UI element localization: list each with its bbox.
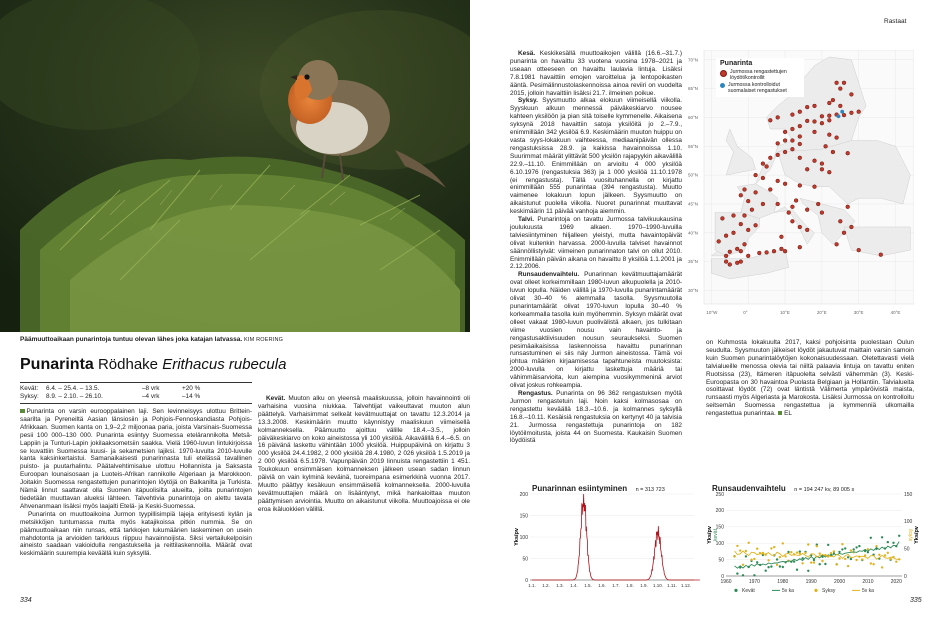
recovery-point <box>846 205 850 209</box>
spring-point <box>858 545 860 547</box>
y-tick-right: 50 <box>904 546 910 553</box>
recovery-point <box>842 113 846 117</box>
recovery-point <box>857 110 861 114</box>
recovery-point <box>813 185 817 189</box>
paragraph-summer: Kesä. Keskikesällä muuttoaikojen välillä (16.6.–31.7.) punarinta on havaittu 33 vuotena vuosina 1978–2021 ja useaan otteeseen on havaittu laulavia lintuja. Lisäksi 7.8.1981 havaittiin emojen varoittelua ja lentopoikasten ääntä. Pesimälinnustolaskennoissa ainoa reviiri on vuodelta 2015, jolloin havaittiin lisäksi 21.7. ilmeinen poikue. <box>510 50 682 97</box>
autumn-point <box>813 561 815 563</box>
legend-item-recoveries: Jurmossa rengastettujen löydöt/kontrollit <box>720 69 800 81</box>
paragraph-ringing: Rengastus. Punarinta on 96 362 rengastuksen myötä Jurmon rengastetuin laji. Noin kaksi kolmasosaa on rengastettu keväällä 18.3.–10.6. ja kolmannes syksyllä 16.8.–10.11. Kesäisiä rengastuksia on kertynyt 40 ja talvisia 21. Jurmossa rengastettuja punarintoja on 182 löytöilmoitusta, joista 44 on Suomesta. Kaukaisin Suomen löydöistä <box>510 389 682 445</box>
autumn-point <box>870 562 872 564</box>
recovery-point <box>827 133 831 137</box>
species-title <box>20 356 460 373</box>
autumn-point <box>756 548 758 550</box>
paragraph-winter: Talvi. Punarintoja on tavattu Jurmossa talvikuukausina joulukuusta 1969 alkaen. 1970–1990-luvuilla talviesiintyminen hiljalleen yleistyi, mutta havaintopäivät olivat kuitenkin harvassa. 2000-luvulla talviset havainnot säännöllistyivät: viimeinen punarinnaton talvi on ollut 2010. Enimmillään päivän aikana on havaittu 8 yksilöä 1.1.2001 ja 2.12.2006. <box>510 216 682 271</box>
spring-point <box>765 570 767 572</box>
spring-point <box>898 535 900 537</box>
spring-point <box>870 537 872 539</box>
recovery-point <box>761 162 765 166</box>
y-tick-right: 0 <box>904 573 907 580</box>
x-tick-label: 1970 <box>748 579 760 585</box>
recovery-point <box>798 124 802 128</box>
recovery-point <box>776 179 780 183</box>
spring-point <box>776 558 778 560</box>
lat-label: 40°N <box>688 230 699 236</box>
map-legend <box>716 58 804 97</box>
dates: 6.4. – 25.4. – 13.5. <box>46 385 100 392</box>
recovery-point <box>835 242 839 246</box>
legend-label: Syksy <box>822 588 836 594</box>
recovery-point <box>805 105 809 109</box>
spring-point <box>847 556 849 558</box>
autumn-point <box>855 559 857 561</box>
recovery-point <box>746 254 750 258</box>
recovery-point <box>813 130 817 134</box>
recovery-point <box>761 202 765 206</box>
photo-caption <box>20 336 460 344</box>
recovery-point <box>838 104 842 108</box>
recovery-point <box>728 263 732 267</box>
x-tick-label: 1.12. <box>680 583 692 588</box>
recovery-point <box>728 250 732 254</box>
map-title: Punarinta <box>720 60 753 67</box>
text-column-2 <box>258 395 470 514</box>
spring-point <box>742 574 744 576</box>
x-tick-label: 1.10. <box>652 583 664 588</box>
lon-label: 20°E <box>816 310 827 315</box>
y-axis-label-left: Yks/pv <box>707 526 713 544</box>
y-axis-label-autumn: syksy <box>908 528 914 542</box>
spring-point <box>887 541 889 543</box>
recovery-point <box>820 211 824 215</box>
recovery-point <box>776 202 780 206</box>
x-tick-label: 1980 <box>777 579 789 585</box>
chart-n: n = 313 723 <box>635 487 665 493</box>
recovery-point <box>827 101 831 105</box>
recovery-point <box>765 251 769 255</box>
spring-point <box>850 558 852 560</box>
recovery-point <box>768 118 772 122</box>
y-tick-label: 100 <box>519 534 528 541</box>
recovery-point <box>805 119 809 123</box>
trend: –8 vrk <box>142 385 160 392</box>
recovery-point <box>783 150 787 154</box>
lat-label: 45°N <box>688 201 699 207</box>
season: Syksy: <box>20 393 39 400</box>
spring-point <box>892 542 894 544</box>
autumn-point <box>833 550 835 552</box>
y-tick-label: 50 <box>522 556 528 563</box>
x-tick-label: 1960 <box>720 579 732 585</box>
section-marker-icon <box>20 409 25 414</box>
page-number-left: 334 <box>20 597 32 604</box>
autumn-point <box>841 543 843 545</box>
autumn-point <box>838 557 840 559</box>
recovery-point <box>776 142 780 146</box>
x-tick-label: 1.1. <box>528 583 536 588</box>
recovery-point <box>850 225 854 229</box>
autumn-point <box>790 551 792 553</box>
spring-point <box>819 563 821 565</box>
autumn-point <box>753 558 755 560</box>
recovery-point <box>768 156 772 160</box>
recovery-point <box>827 118 831 122</box>
lon-label: 10°E <box>780 310 790 315</box>
autumn-point <box>878 554 880 556</box>
migration-table <box>20 385 252 401</box>
x-tick-label: 1.5. <box>584 583 592 588</box>
recovery-point <box>721 217 725 221</box>
recovery-point <box>835 81 839 85</box>
x-tick-label: 2010 <box>862 579 874 585</box>
recovery-point <box>754 173 758 177</box>
author-signature: EL <box>784 410 792 418</box>
recovery-point <box>798 245 802 249</box>
spring-point <box>841 548 843 550</box>
paragraph-continued: on Kuhmosta lokakuulta 2017, kaksi pohjoisinta puolestaan Oulun seudulta. Syysmuuton jälkeiset löydöt jakautuvat maittain varsin samoin kuin Suomen punarintalöytöjen kokonaisuudessaan. Oletettavasti vielä talvialueille menossa olevia tai niiltä palaavia lintuja on tavattu eniten Ruotsissa (23), Itämeren itäpuolelta selvästi vähemmän (3). Keski-Euroopasta on 30 havaintoa Puolasta Belgiaan ja Hollantiin. Talvialueita osoittavat löydöt (72) ovat läntistä Välimerta ympäröivistä maista, runsaasti myös Algeriasta ja Marokosta. Lisäksi Jurmossa on kontrolloitu seitsemän Suomessa rengastettua ja kymmenniä ulkomailla rengastettua punarintaa. EL <box>706 339 914 418</box>
autumn-point <box>784 555 786 557</box>
recovery-point <box>735 247 739 251</box>
recovery-point <box>838 87 842 91</box>
recovery-point <box>842 81 846 85</box>
control-point <box>837 114 841 118</box>
recovery-point <box>754 223 758 227</box>
migration-row-spring <box>20 385 252 393</box>
autumn-point <box>861 558 863 560</box>
autumn-point <box>750 559 752 561</box>
page-number-right: 335 <box>910 597 922 604</box>
spring-point <box>753 574 755 576</box>
recovery-point <box>798 142 802 146</box>
autumn-point <box>810 561 812 563</box>
y-axis-label-spring: kevät <box>713 529 719 541</box>
recovery-point <box>791 205 795 209</box>
recovery-point <box>724 260 728 264</box>
recovery-point <box>798 184 802 188</box>
chart-title: Runsaudenvaihtelu <box>712 484 786 493</box>
autumn-point <box>770 547 772 549</box>
recovery-point <box>783 130 787 134</box>
chart-n: n = 194 247 kv, 89 005 s <box>794 487 855 493</box>
y-tick-left: 100 <box>715 541 724 547</box>
recovery-point <box>783 139 787 143</box>
recovery-point <box>813 120 817 124</box>
x-tick-label: 2000 <box>833 579 846 585</box>
autumn-point <box>733 555 735 557</box>
legend-item-controls: Jurmossa kontrolloidut suomalaiset rengastukset <box>720 82 800 94</box>
x-tick-label: 1.8. <box>626 583 634 588</box>
recovery-point <box>850 111 854 115</box>
y-tick-right: 100 <box>904 519 913 526</box>
lat-label: 50°N <box>688 172 699 178</box>
spring-point <box>881 536 883 538</box>
autumn-point <box>745 550 747 552</box>
abundance-chart <box>706 476 920 598</box>
recovery-point <box>835 136 839 140</box>
autumn-point <box>816 545 818 547</box>
x-tick-label: 1.2. <box>542 583 550 588</box>
autumn-point <box>850 549 852 551</box>
autumn-point <box>782 542 784 544</box>
recovery-point <box>743 214 747 218</box>
autumn-point <box>884 554 886 556</box>
spring-point <box>745 555 747 557</box>
recovery-point <box>827 170 831 174</box>
recovery-point <box>791 113 795 117</box>
recovery-point <box>776 153 780 157</box>
recovery-point <box>735 261 739 265</box>
recovery-point <box>879 253 883 257</box>
y-tick-left: 200 <box>715 508 724 515</box>
title-rule <box>20 382 252 383</box>
migration-row-autumn <box>20 393 252 401</box>
recovery-point <box>820 167 824 171</box>
recovery-point <box>754 191 758 195</box>
title-scientific: Erithacus rubecula <box>162 356 287 373</box>
recovery-point <box>791 127 795 131</box>
recovery-point <box>816 202 820 206</box>
recovery-point <box>791 219 795 223</box>
running-head: Rastaat <box>884 18 907 25</box>
trend: –4 vrk <box>142 393 160 400</box>
autumn-point <box>819 552 821 554</box>
x-tick-label: 1.11. <box>667 583 677 588</box>
spring-point <box>796 569 798 571</box>
recovery-point <box>724 234 728 238</box>
paragraph: Punarinta on varsin eurooppalainen laji. Sen levinneisyys ulottuu Britteinsaarilta ja Pyreneiltä Aasian länsiosiin ja Pohjois-Fennoskandiasta Pohjois-Afrikkaan. Suomen kanta on 1,9–2,2 miljoonaa paria, joista Varsinais-Suomessa pesii 100 000–130 000. Punarinta esiintyy Suomessa etelärannikolta Metsä-Lappiin ja Tunturi-Lapin jokilaaksometsiin saakka. Vielä 1960-luvun lintukirjoissa se kuvattiin Suomessa kuusi- ja sekametsien lajiksi. 1970-luvulta 2010-luvulle kanta kaksinkertaistui. Samanaikaisesti punarinnasta tuli etelässä tavallinen puisto- ja puutarhalintu. Päätalvehtimisalue ulottuu Hollannista ja Saksasta Euroopan lounaisosaan ja Luoteis-Afrikan rannikolle Algeriaan ja Marokkoon. Joitakin Suomessa rengastettujen punarintojen löytöjä on Balkanilta ja Turkista. Nämä linnut saattavat olla Suomen itäpuolisilta alueilta, joilta punarintojen tiedetään muuttavan alueksi lähteen. Talvehtivia punarintoja on alettu tavata Ahvenanmaan lisäksi myös laajalti Etelä- ja Keski-Suomessa. <box>20 408 252 510</box>
text-column-4 <box>706 339 914 418</box>
recovery-point <box>831 150 835 154</box>
recovery-point <box>724 254 728 258</box>
x-tick-label: 1.7. <box>612 583 620 588</box>
recovery-point <box>805 167 809 171</box>
recovery-point <box>776 116 780 120</box>
recovery-point <box>798 110 802 114</box>
photo-credit: KIM ROERING <box>243 337 284 343</box>
spring-point <box>736 572 738 574</box>
recovery-point <box>827 114 831 118</box>
y-tick-left: 250 <box>715 491 724 498</box>
spring-point <box>779 565 781 567</box>
recovery-point <box>791 147 795 151</box>
y-tick-right: 150 <box>904 491 913 498</box>
caption-text: Päämuuttoaikaan punarintoja tuntuu olevan lähes joka katajan latvassa. <box>20 336 243 343</box>
autumn-point <box>773 546 775 548</box>
recovery-point <box>787 211 791 215</box>
lon-label: 10°W <box>706 310 718 315</box>
recovery-point <box>717 240 721 244</box>
spring-point <box>853 548 855 550</box>
autumn-point <box>821 560 823 562</box>
legend-label: 5v ka <box>782 588 794 594</box>
spring-point <box>824 563 826 565</box>
recovery-point <box>765 165 769 169</box>
recovery-point <box>838 219 842 223</box>
occurrence-chart <box>510 476 700 598</box>
autumn-point <box>739 549 741 551</box>
recovery-point <box>768 188 772 192</box>
legend-label: Kevät <box>742 588 755 594</box>
blue-dot-icon <box>720 83 725 88</box>
y-tick-left: 150 <box>715 524 724 531</box>
recovery-point <box>780 235 784 239</box>
text-column-1 <box>20 408 252 558</box>
paragraph-abundance: Runsaudenvaihtelu. Punarinnan kevätmuuttajamäärät ovat olleet korkeimmillaan 1980-luvun alkupuolella ja 2010-luvun lopulla. Näiden välillä ja 1970-luvulla punarintamäärät olivat 30–40 % alemmalla tasolla. Syysmuutolla punarintamäärät olivat 1970-luvun lopulla 30–40 % korkeammalla tasolla kuin myöhemmin. Syksyn määrät ovat olleet vakaat 1980-luvun puolivälistä alkaen, jos tulkitaan viime vuosien nousu vain havainto- ja rengastusaktiivisuuden nousun seuraukseksi. Suomen pesimäaikaisissa laskennoissa havaittu punarinnan runsastuminen ei siis näy Jurmon aineistossa. Tämä voi johtua määrien kirjaamisessa tapahtuneista muutoksista: 2000-luvulla on kirjattu laskettuja määriä tai vähimmäisarvioita, kun aiempina vuosikymmeninä arviot olivat joskus rohkeampia. <box>510 271 682 390</box>
control-point <box>840 110 844 114</box>
lat-label: 70°N <box>688 57 699 63</box>
recovery-point <box>820 162 824 166</box>
autumn-point <box>801 562 803 564</box>
recovery-point <box>813 104 817 108</box>
legend-dot-icon <box>734 589 737 592</box>
autumn-point <box>830 552 832 554</box>
recovery-point <box>824 144 828 148</box>
y-tick-left: 0 <box>721 573 724 580</box>
spring-point <box>838 551 840 553</box>
autumn-point <box>807 543 809 545</box>
recovery-point <box>857 248 861 252</box>
spring-point <box>756 561 758 563</box>
autumn-point <box>844 558 846 560</box>
spring-point <box>782 566 784 568</box>
recovery-point <box>820 114 824 118</box>
paragraph-autumn: Syksy. Syysmuutto alkaa elokuun viimeisellä viikolla. Syyskuun alkuun mennessä päiväkeskiarvo nousee kahteen yksilöön ja pian sitä toiselle kymmenelle. Aikaisena syksynä 2018 havaittiin satoja yksilöitä jo 2.–7.9., enimmillään 342 yksilöä 6.9. Keskimäärin muuton huippu on vasta syys-lokakuun vaihteessa, mediaanipäivän ollessa rengastuksissa 28.9. ja kaikissa havainnoissa 1.10. Suurimmat määrät ylittävät 500 yksilön rajapyykin aikavälillä 22.9.–11.10. Enimmillään on arvioitu 4 000 yksilöä 6.10.1976 (rengastuksia 363) ja 1 000 yksilöä 11.10.1978 (ei rengastusta). Tällä vuosituhannella on kirjattu enimmillään 555 punarintaa (394 rengastusta). Muutto vaimenee lokakuun lopun jälkeen. Syysmuutto on aikaistunut puolella viikolla. Nuoret punarinnat muuttavat keskimäärin 11 päivää vanhoja aiemmin. <box>510 97 682 216</box>
autumn-point <box>748 542 750 544</box>
pct: +20 % <box>182 385 201 392</box>
spring-point <box>855 546 857 548</box>
y-tick-label: 0 <box>525 577 528 584</box>
autumn-point <box>804 552 806 554</box>
recovery-point <box>783 249 787 253</box>
recovery-point <box>746 199 750 203</box>
recovery-point <box>831 98 835 102</box>
recovery-point <box>746 228 750 232</box>
robin-photo <box>0 0 470 332</box>
title-swedish: Rödhake <box>97 356 159 373</box>
autumn-point <box>736 545 738 547</box>
spring-point <box>793 560 795 562</box>
y-tick-label: 150 <box>519 513 528 520</box>
autumn-point <box>872 563 874 565</box>
recovery-point <box>739 193 743 197</box>
recovery-point <box>798 135 802 139</box>
recovery-point <box>732 231 736 235</box>
red-dot-icon <box>720 70 727 77</box>
recovery-point <box>850 93 854 97</box>
spring-point <box>787 551 789 553</box>
recovery-point <box>798 225 802 229</box>
y-tick-label: 200 <box>519 491 528 498</box>
lon-label: 40°E <box>890 310 901 315</box>
season: Kevät: <box>20 385 39 392</box>
recovery-point <box>750 208 754 212</box>
recovery-point <box>791 139 795 143</box>
lon-label: 0° <box>743 310 748 315</box>
recovery-point <box>805 208 809 212</box>
recovery-point <box>739 222 743 226</box>
lat-label: 65°N <box>688 86 699 92</box>
autumn-point <box>742 564 744 566</box>
autumn-point <box>881 566 883 568</box>
autumn-point <box>836 563 838 565</box>
recovery-point <box>805 228 809 232</box>
recovery-point <box>794 199 798 203</box>
recovery-point <box>743 242 747 246</box>
autumn-point <box>796 551 798 553</box>
autumn-point <box>887 552 889 554</box>
table-rule <box>20 403 252 404</box>
lat-label: 35°N <box>688 259 699 265</box>
spring-point <box>767 566 769 568</box>
recovery-point <box>780 247 784 251</box>
recovery-point <box>739 249 743 253</box>
end-marker-icon <box>778 411 783 416</box>
lat-label: 30°N <box>688 287 699 293</box>
y-tick-left: 50 <box>718 557 724 564</box>
autumn-point <box>776 564 778 566</box>
x-tick-label: 1.3. <box>556 583 564 588</box>
recovery-point <box>813 159 817 163</box>
autumn-point <box>779 556 781 558</box>
y-axis-label: Yks/pv <box>514 528 520 546</box>
legend-label: 5v ka <box>862 588 874 594</box>
paragraph: Punarinta on muuttoaikoina Jurmon tyypillisimpiä lajeja erityisesti kylän ja metsikköjen tuntumassa mutta myös katajikoissa pitkin nummia. Se on päämuuttoaikaan niin runsas, että tarkkojen lukumäärien laskeminen on usein mahdotonta ja arvioiden tarkkuus riippuu havainnoijista. Siksi vertailukelpoisin aineisto saadaan vakioidulla rengastuksella ja reittilaskennoilla. Määrät ovat keskimäärin suurempia keväällä kuin syksyllä. <box>20 510 252 558</box>
x-tick-label: 1.9. <box>640 583 648 588</box>
y-axis-label-right: Yks/pv <box>914 526 920 544</box>
x-tick-label: 2020 <box>890 579 902 585</box>
x-tick-label: 1.4. <box>570 583 578 588</box>
recovery-point <box>739 260 743 264</box>
recovery-point <box>820 121 824 125</box>
dates: 8.9. – 2.10. – 26.10. <box>46 393 103 400</box>
autumn-point <box>889 558 891 560</box>
legend-dot-icon <box>814 589 817 592</box>
autumn-point <box>767 559 769 561</box>
spring-point <box>844 547 846 549</box>
title-finnish: Punarinta <box>20 356 94 373</box>
spring-point <box>770 565 772 567</box>
recovery-point <box>732 214 736 218</box>
chart-title: Punarinnan esiintyminen <box>532 484 628 493</box>
lon-label: 30°E <box>853 310 864 315</box>
recovery-point <box>743 188 747 192</box>
recovery-point <box>798 156 802 160</box>
recovery-point <box>842 231 846 235</box>
recovery-point <box>757 251 761 255</box>
recovery-point <box>846 151 850 155</box>
spring-point <box>827 544 829 546</box>
lat-label: 55°N <box>688 143 699 149</box>
x-tick-label: 1.6. <box>598 583 606 588</box>
autumn-point <box>847 565 849 567</box>
lat-label: 60°N <box>688 114 699 120</box>
x-tick-label: 1990 <box>805 579 817 585</box>
recovery-point <box>761 176 765 180</box>
autumn-point <box>895 561 897 563</box>
spring-point <box>807 570 809 572</box>
pct: –14 % <box>182 393 201 400</box>
text-column-3 <box>510 50 682 445</box>
recovery-point <box>772 249 776 253</box>
recovery-point <box>783 182 787 186</box>
paragraph-spring: Kevät. Muuton alku on yleensä maaliskuussa, jolloin havainnointi oli varhaisina vuosina niukkaa. Talvehtijat vaikeuttavat muuton alun päättelyä. Varhaisimmat selkeät kevätmuuttajat on tavattu 12.3.2014 ja 13.3.2008. Keskimäärin muutto käynnistyy maaliskuun viimeisellä kolmanneksella. Päämuutto ajoittuu välille 18.4.–3.5., jolloin päiväkeskiarvo on koko aineistossa yli 100 yksilöä. Aikavälillä 6.4.–6.5. on 16 päivänä laskettu vähintään 1000 yksilöä. Huippupäivinä on kirjattu 3 000 yksilöä 24.4.1982, 2 000 yksilöä 28.4.1980, 2 026 yksilöä 1.5.2019 ja 2 000 yksilöä 6.5.1978. Vapunpäivän 2019 linnuista rengastettiin 1 451. Toukokuun ensimmäisen kolmanneksen jälkeen usean sadan linnun päiviä on vain kylminä keväinä, tuoreimpana esimerkkinä vuonna 2017. Muutto päättyy kesäkuun ensimmäisellä kolmanneksella. 2000-luvulla kevätmuuttajien määrä on lisääntynyt, mikä hankaloittaa muuton päättymisen arviointia. Muutto on aikaistunut viikolla. Muuttoajoissa ei ole eroa ikäluokkien välillä. <box>258 395 470 513</box>
